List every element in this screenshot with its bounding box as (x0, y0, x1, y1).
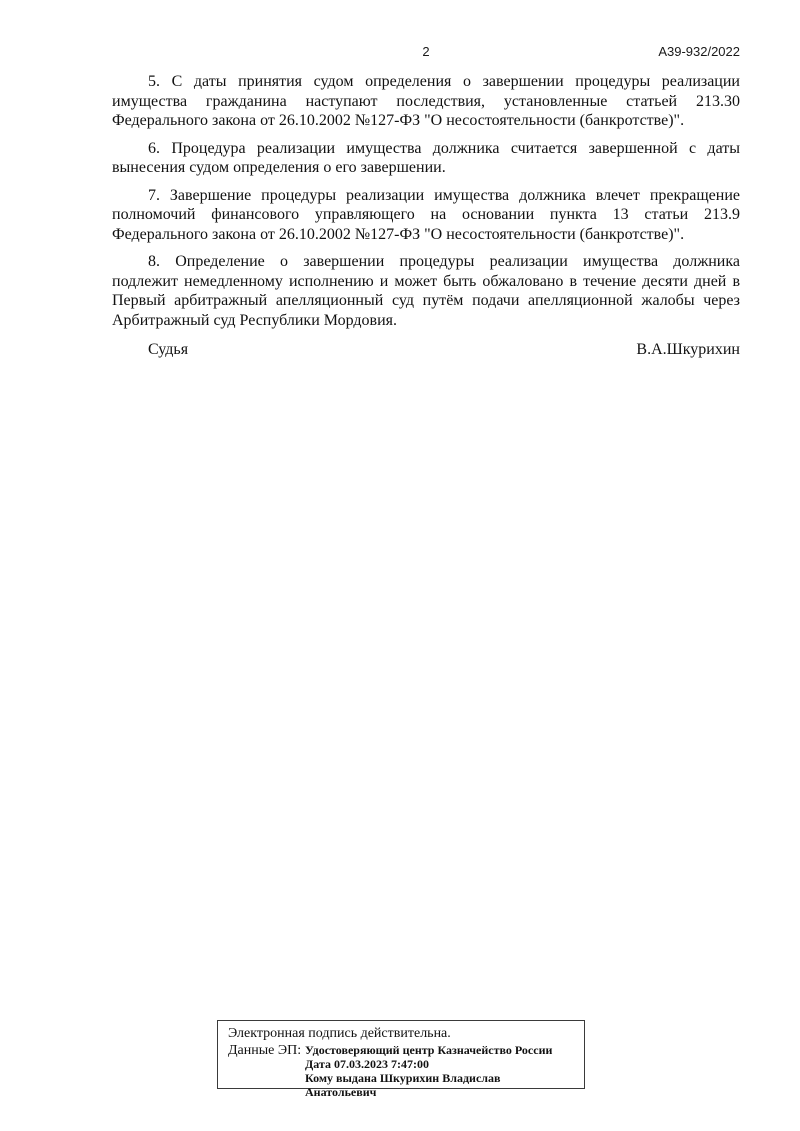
paragraph-line: полномочий финансового управляющего на основании пункта 13 статьи 213.9 (112, 206, 740, 223)
paragraph-line: 7. Завершение процедуры реализации имущества должника влечет прекращение (148, 186, 740, 204)
stamp-detail-line: Дата 07.03.2023 7:47:00 (305, 1057, 429, 1071)
paragraph (112, 252, 740, 330)
paragraph (112, 139, 740, 178)
paragraph (112, 72, 740, 131)
stamp-detail-line: Кому выдана Шкурихин Владислав Анатольевич (305, 1071, 501, 1099)
stamp-title: Электронная подпись действительна. (228, 1026, 451, 1041)
paragraph-line: подлежит немедленному исполнению и может быть обжаловано в течение десяти дней в (112, 272, 740, 290)
stamp-row (228, 1043, 574, 1099)
page-number: 2 (422, 44, 430, 59)
paragraph-line: вынесения судом определения о его завершении. (112, 159, 446, 176)
paragraph-line: 8. Определение о завершении процедуры реализации имущества должника (148, 253, 740, 270)
paragraph-line: 6. Процедура реализации имущества должника считается завершенной с даты (148, 139, 740, 157)
case-number: А39-932/2022 (658, 44, 740, 59)
paragraph (112, 186, 740, 245)
document-body (112, 72, 740, 360)
stamp-label: Данные ЭП: (228, 1043, 302, 1058)
paragraph-line: Арбитражный суд Республики Мордовия. (112, 311, 397, 329)
signature-name: В.А.Шкурихин (636, 341, 740, 358)
paragraph-line: Первый арбитражный апелляционный суд путём подачи апелляционной жалобы через (112, 292, 740, 309)
signature-role: Судья (148, 341, 189, 358)
paragraph-line: Федерального закона от 26.10.2002 №127-ФЗ "О несостоятельности (банкротстве)". (112, 112, 685, 129)
paragraph-line: имущества гражданина наступают последствия, установленные статьей 213.30 (112, 92, 740, 110)
paragraphs (112, 72, 740, 330)
stamp-details (305, 1043, 574, 1099)
paragraph-line: 5. С даты принятия судом определения о завершении процедуры реализации (148, 73, 740, 90)
paragraph-line: Федерального закона от 26.10.2002 №127-ФЗ "О несостоятельности (банкротстве)". (112, 225, 685, 243)
stamp-detail-line: Удостоверяющий центр Казначейство России (305, 1043, 553, 1057)
page-header (112, 44, 740, 60)
signature-row (112, 340, 740, 360)
signature-stamp-box (217, 1020, 585, 1099)
